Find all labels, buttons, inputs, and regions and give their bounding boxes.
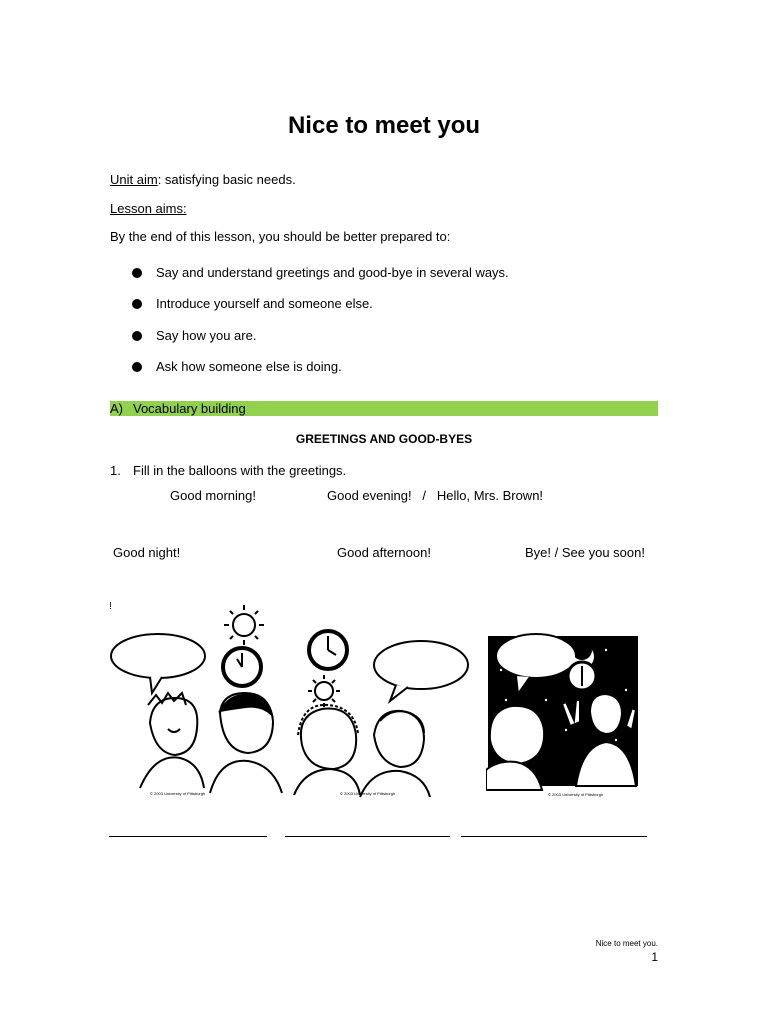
bullet-text: Say and understand greetings and good-bye in several ways.: [156, 265, 509, 280]
person-icon: [210, 693, 282, 793]
answer-blank-2[interactable]: [285, 836, 450, 837]
cartoon-afternoon-illustration: [290, 625, 470, 800]
bullet-dot-icon: [132, 362, 142, 372]
unit-aim: [110, 172, 296, 187]
bullet-text: Ask how someone else is doing.: [156, 359, 342, 374]
person-icon: [140, 693, 204, 788]
cartoon-morning-illustration: [110, 603, 288, 800]
bullet-text: Introduce yourself and someone else.: [156, 296, 373, 311]
bullet-dot-icon: [132, 299, 142, 309]
person-icon: [486, 706, 544, 790]
bullet-dot-icon: [132, 268, 142, 278]
exercise-number: 1.: [110, 463, 121, 478]
illustration-credit: © 2003 University of Pittsburgh: [548, 792, 604, 797]
section-number: A): [110, 401, 123, 416]
bullet-text: Say how you are.: [156, 328, 257, 343]
answer-blank-1[interactable]: [109, 836, 267, 837]
person-icon: [360, 711, 430, 797]
clock-icon: [223, 648, 261, 686]
page-title: Nice to meet you: [287, 112, 481, 139]
subheading: GREETINGS AND GOOD-BYES: [295, 432, 473, 446]
lesson-aims-label: Lesson aims:: [110, 201, 187, 216]
exercise-instruction: Fill in the balloons with the greetings.: [133, 463, 347, 478]
speech-balloon-tail: [390, 685, 408, 701]
clock-icon: [309, 631, 347, 669]
word-good-evening-hello: Good evening! / Hello, Mrs. Brown!: [327, 488, 544, 503]
word-bye-see-you: Bye! / See you soon!: [525, 545, 645, 560]
speech-balloon: [496, 634, 576, 678]
section-heading-bar: [110, 401, 658, 416]
word-good-afternoon: Good afternoon!: [337, 545, 431, 560]
answer-blank-3[interactable]: [461, 836, 647, 837]
speech-balloon: [111, 634, 205, 678]
page-number: 1: [651, 950, 658, 964]
unit-aim-label: Unit aim: [110, 172, 158, 187]
unit-aim-text: : satisfying basic needs.: [157, 172, 296, 187]
cartoon-night-illustration: [486, 630, 641, 800]
footer-text: Nice to meet you.: [595, 939, 658, 948]
clock-icon: [568, 662, 596, 690]
sun-icon: [308, 675, 340, 707]
stray-mark: !: [109, 601, 112, 612]
word-good-morning: Good morning!: [170, 488, 256, 503]
sun-icon: [224, 605, 264, 645]
word-good-night: Good night!: [113, 545, 181, 560]
bullet-dot-icon: [132, 331, 142, 341]
illustration-credit: © 2003 University of Pittsburgh: [340, 791, 396, 796]
illustration-credit: © 2003 University of Pittsburgh: [150, 791, 206, 796]
speech-balloon: [374, 641, 468, 689]
speech-balloon-tail: [150, 677, 162, 693]
person-icon: [294, 705, 360, 795]
intro-text: By the end of this lesson, you should be better prepared to:: [110, 229, 451, 244]
section-label: Vocabulary building: [133, 401, 246, 416]
